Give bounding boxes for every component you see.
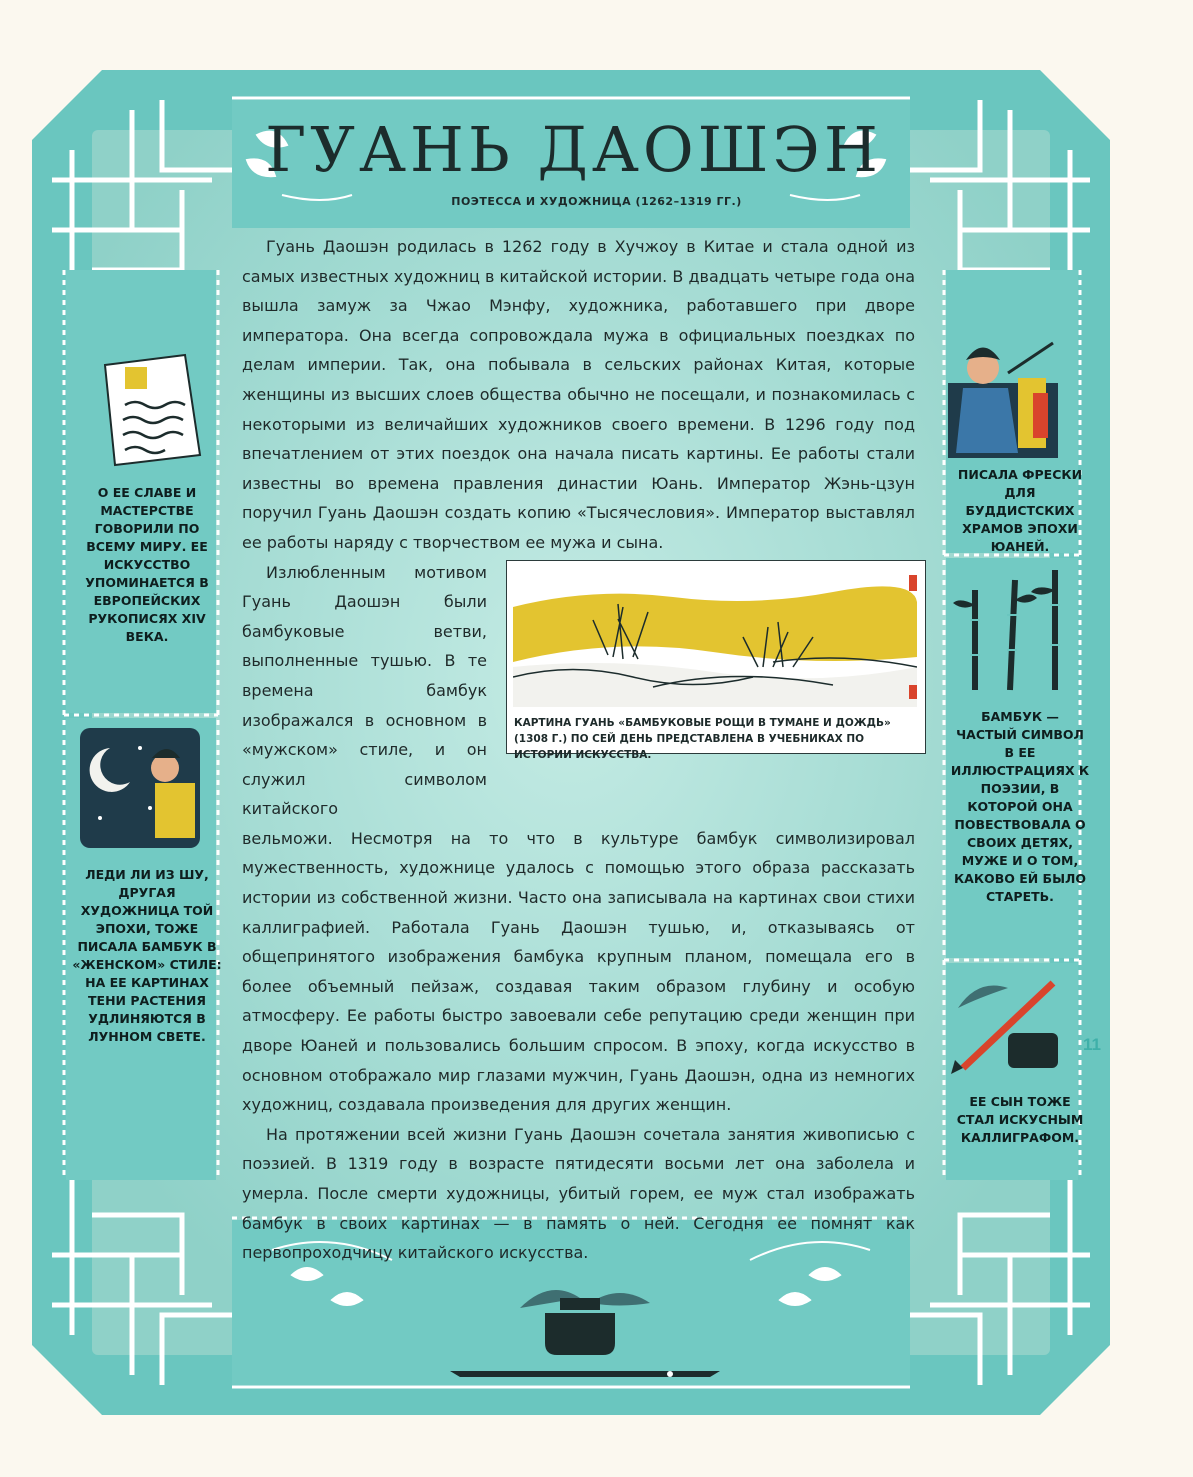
sidebar-note-lady-li: ЛЕДИ ЛИ ИЗ ШУ, ДРУГАЯ ХУДОЖНИЦА ТОЙ ЭПОХИ, ТОЖЕ ПИСАЛА БАМБУК В «ЖЕНСКОМ» СТИЛЕ: НА ЕЕ КАРТИНАХ ТЕНИ РАСТЕНИЯ УДЛИНЯЮТСЯ В ЛУННОМ СВЕТЕ. [72,867,222,1044]
page-subtitle: ПОЭТЕССА И ХУДОЖНИЦА (1262–1319 ГГ.) [451,195,742,208]
page-number: 11 [1083,1035,1101,1054]
paragraph-1: Гуань Даошэн родилась в 1262 году в Хучжоу в Китае и стала одной из самых известных художниц в китайской истории. В двадцать четыре года она вышла замуж за Чжао Мэнфу, художника, работавшего при дворе императора. Она всегда сопровождала мужа в официальных поездках по делам империи. Так, она побывала в сельских районах Китая, которые женщины из высших слоев общества обычно не посещали, и познакомилась с некоторыми из величайших художников своего времени. В 1296 году под впечатлением от этих поездок она начала писать картины. Ее работы стали известны во времена правления династии Юань. Император Жэнь-цзун поручил Гуань Даошэн создать копию «Тысячесловия». Император выставлял ее работы наряду с творчеством ее мужа и сына. [242,237,915,552]
scroll-icon [85,345,215,480]
brush-ink-icon [938,968,1078,1083]
woman-painter-icon [938,328,1068,463]
sidebar-note-frescoes: ПИСАЛА ФРЕСКИ ДЛЯ БУДДИСТСКИХ ХРАМОВ ЭПОХИ ЮАНЕЙ. [957,467,1083,554]
page-title: ГУАНЬ ДАОШЭН [265,113,882,186]
paragraph-2b: вельможи. Несмотря на то что в культуре бамбук символизировал мужественность, художнице удалось с помощью этого образа рассказать истории из собственной жизни. Часто она записывала на картинах свои стихи каллиграфией. Работала Гуань Даошэн тушью, и, отказываясь от общепринятого изображения бамбука крупным планом, помещала его в более объемный пейзаж, создавая таким образом глубину и особую атмосферу. Ее работы быстро завоевали себе репутацию среди женщин при дворе Юаней и пользовались большим спросом. В эпоху, когда искусство в основном отображало мир глазами мужчин, Гуань Даошэн, одна из немногих художниц, создавала произведения для других женщин. [242,828,915,1115]
paragraph-2a: Излюбленным мотивом Гуань Даошэн были бамбуковые ветви, выполненные тушью. В те времена бамбук изображался в основном в «мужском» стиле, и он служил символом китайского [242,562,487,819]
moon-writer-icon [80,728,220,863]
bamboo-grove-painting [513,567,917,707]
sidebar-note-bamboo: БАМБУК — ЧАСТЫЙ СИМВОЛ В ЕЕ ИЛЛЮСТРАЦИЯХ К ПОЭЗИИ, В КОТОРОЙ ОНА ПОВЕСТВОВАЛА О СВОИХ ДЕТЯХ, МУЖЕ И О ТОМ, КАКОВО ЕЙ БЫЛО СТАРЕТЬ. [950,709,1090,904]
paragraph-3: На протяжении всей жизни Гуань Даошэн сочетала занятия живописью с поэзией. В 1319 году в возрасте пятидесяти восьми лет она заболела и умерла. После смерти художницы, убитый горем, ее муж стал изображать бамбук в своих картинах — в память о ней. Сегодня ее помнят как первопроходчицу китайского искусства. [242,1124,915,1263]
bamboo-icon [945,560,1085,705]
sidebar-note-fame: О ЕЕ СЛАВЕ И МАСТЕРСТВЕ ГОВОРИЛИ ПО ВСЕМУ МИРУ. ЕЕ ИСКУССТВО УПОМИНАЕТСЯ В ЕВРОПЕЙСКИХ РУКОПИСЯХ XIV ВЕКА. [85,485,209,644]
sidebar-note-son: ЕЕ СЫН ТОЖЕ СТАЛ ИСКУСНЫМ КАЛЛИГРАФОМ. [956,1094,1084,1145]
figure-caption: КАРТИНА ГУАНЬ «БАМБУКОВЫЕ РОЩИ В ТУМАНЕ И ДОЖДЬ» (1308 Г.) ПО СЕЙ ДЕНЬ ПРЕДСТАВЛЕНА В УЧЕБНИКАХ ПО ИСТОРИИ ИСКУССТВА. [514,717,891,761]
ink-pot-icon [440,1278,730,1398]
